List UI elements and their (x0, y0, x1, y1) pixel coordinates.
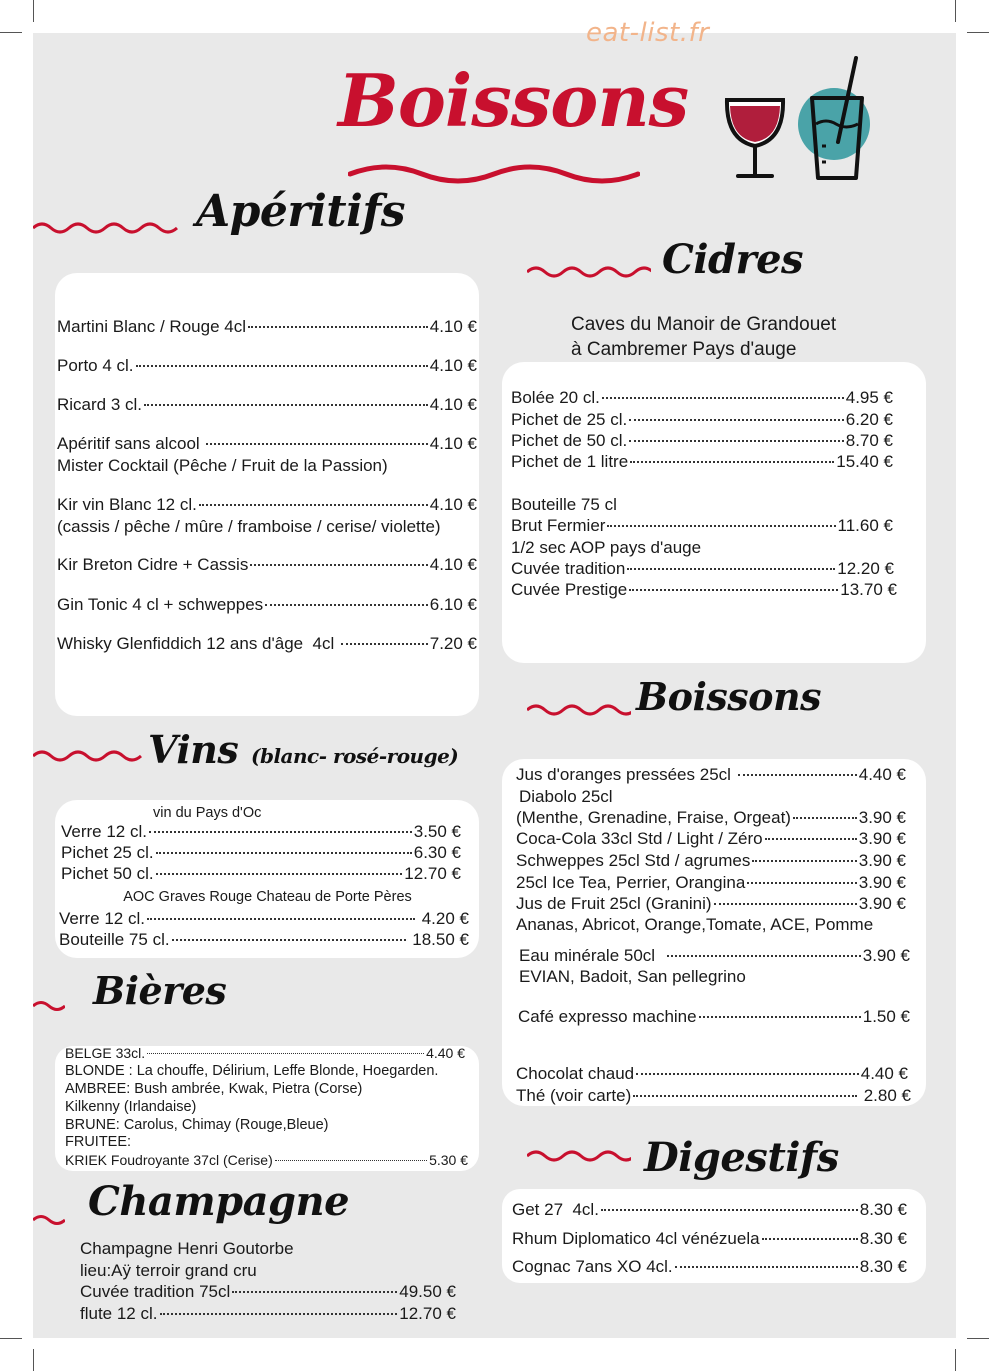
menu-item (61, 864, 461, 884)
biere-line: BLONDE : La chouffe, Délirium, Leffe Blonde, Hoegarden. (65, 1063, 439, 1079)
dot-leader (232, 1290, 397, 1293)
menu-item (57, 634, 477, 654)
dot-leader (699, 1015, 861, 1018)
menu-item (57, 356, 477, 376)
dot-leader (147, 1052, 424, 1054)
biere-line: BRUNE: Carolus, Chimay (Rouge,Bleue) (65, 1117, 329, 1133)
menu-item (61, 822, 461, 842)
item-name: Bolée 20 cl. (511, 388, 600, 407)
item-price: 15.40 € (836, 452, 893, 471)
item-price: 4.40 € (858, 765, 906, 784)
item-price: 4.10 € (429, 317, 477, 336)
crop-mark (33, 0, 34, 22)
menu-item (511, 410, 893, 430)
item-price: 8.30 € (859, 1200, 907, 1219)
item-name: Ricard 3 cl. (57, 395, 143, 414)
watermark: eat-list.fr (586, 18, 710, 48)
item-price: 4.20 € (417, 909, 469, 928)
boisson-jus-fruit (516, 894, 906, 914)
item-name: BELGE 33cl. (65, 1045, 146, 1061)
item-name: Coca-Cola 33cl Std / Light / Zéro (516, 829, 763, 848)
boisson-ice-tea (516, 873, 906, 893)
page-title: Boissons (338, 58, 689, 143)
section-wave (33, 218, 183, 238)
biere-belge (65, 1044, 465, 1062)
boisson-fruit-list: Ananas, Abricot, Orange,Tomate, ACE, Pomme (516, 915, 874, 934)
item-name: Bouteille 75 cl. (59, 930, 170, 949)
cidre-brut (511, 516, 893, 536)
biere-line: FRUITEE: (65, 1134, 132, 1150)
vins-origin-1: vin du Pays d'Oc (153, 805, 262, 821)
item-price: 3.90 € (858, 829, 906, 848)
item-name: Apéritif sans alcool (57, 434, 205, 453)
bieres-title: Bières (93, 968, 227, 1013)
item-name: 25cl Ice Tea, Perrier, Orangina (516, 873, 746, 892)
dot-leader (752, 859, 856, 862)
cidres-bottle-label: Bouteille 75 cl (511, 495, 617, 514)
dot-leader (636, 1072, 859, 1075)
vins-subtitle: (blanc- rosé-rouge) (251, 744, 459, 768)
dot-leader (149, 830, 412, 833)
menu-item (57, 317, 477, 337)
dot-leader (147, 917, 415, 920)
item-price: 6.20 € (845, 410, 893, 429)
item-name: Eau minérale 50cl (519, 946, 665, 965)
boisson-the (516, 1086, 911, 1106)
item-price: 49.50 € (399, 1282, 456, 1301)
item-note: (cassis / pêche / mûre / framboise / cerise/ violette) (57, 517, 441, 536)
item-name: Brut Fermier (511, 516, 606, 535)
dot-leader (793, 816, 857, 819)
champagne-title: Champagne (88, 1178, 350, 1225)
biere-line: AMBREE: Bush ambrée, Kwak, Pietra (Corse) (65, 1081, 363, 1097)
boisson-diabolo-flavors (516, 808, 906, 828)
item-price: 4.40 € (860, 1064, 908, 1083)
item-name: Cuvée tradition (511, 559, 626, 578)
item-price: 12.20 € (837, 559, 894, 578)
cidre-tradition (511, 559, 894, 579)
menu-item (511, 431, 893, 451)
boissons-title: Boissons (636, 674, 822, 719)
crop-mark (955, 1349, 956, 1371)
section-wave (33, 746, 143, 766)
menu-item (61, 843, 461, 863)
crop-mark (0, 32, 22, 33)
item-price: 3.90 € (858, 873, 906, 892)
section-wave (33, 998, 65, 1014)
dot-leader (199, 503, 428, 506)
item-price: 3.50 € (413, 822, 461, 841)
crop-mark (33, 1349, 34, 1371)
biere-kriek (65, 1151, 468, 1169)
item-price: 3.90 € (858, 808, 906, 827)
item-price: 6.30 € (413, 843, 461, 862)
crop-mark (955, 0, 956, 22)
item-price: 7.20 € (429, 634, 477, 653)
dot-leader (627, 567, 835, 570)
wine-glass-icon (722, 92, 788, 182)
dot-leader (629, 588, 838, 591)
dot-leader (156, 851, 412, 854)
item-name: Cuvée Prestige (511, 580, 628, 599)
item-name: Pichet de 25 cl. (511, 410, 628, 429)
crop-mark (967, 32, 989, 33)
crop-mark (0, 1338, 22, 1339)
digestifs-title: Digestifs (644, 1134, 839, 1181)
item-name: Café expresso machine (518, 1007, 697, 1026)
item-name: Pichet de 1 litre (511, 452, 629, 471)
item-name: flute 12 cl. (80, 1304, 158, 1323)
item-price: 4.10 € (429, 495, 477, 514)
champagne-producer: Champagne Henri Goutorbe (80, 1239, 294, 1258)
dot-leader (738, 773, 857, 776)
boisson-jus-oranges (516, 765, 906, 785)
menu-item (80, 1282, 456, 1302)
cidres-producer-2: à Cambremer Pays d'auge (571, 339, 797, 360)
item-price: 13.70 € (840, 580, 897, 599)
item-price: 4.10 € (429, 356, 477, 375)
soda-glass-icon (796, 54, 876, 184)
dot-leader (633, 1094, 857, 1097)
crop-mark (967, 1338, 989, 1339)
menu-item (57, 434, 477, 454)
item-price: 6.10 € (429, 595, 477, 614)
menu-item (512, 1200, 907, 1220)
dot-leader (341, 642, 428, 645)
item-price: 4.10 € (429, 555, 477, 574)
item-name: Porto 4 cl. (57, 356, 134, 375)
vins-title (148, 727, 458, 772)
dot-leader (762, 1237, 858, 1240)
item-price: 12.70 € (404, 864, 461, 883)
item-name: Rhum Diplomatico 4cl vénézuela (512, 1229, 760, 1248)
item-price: 4.95 € (845, 388, 893, 407)
menu-item (57, 495, 477, 515)
item-name: Chocolat chaud (516, 1064, 635, 1083)
item-name: Pichet 25 cl. (61, 843, 154, 862)
item-name: Schweppes 25cl Std / agrumes (516, 851, 751, 870)
menu-item (80, 1304, 456, 1324)
item-price: 3.90 € (862, 946, 910, 965)
dot-leader (607, 524, 835, 527)
item-price: 3.90 € (858, 851, 906, 870)
item-name: (Menthe, Grenadine, Fraise, Orgeat) (516, 808, 791, 827)
menu-item (512, 1257, 907, 1277)
dot-leader (265, 603, 428, 606)
item-price: 2.80 € (859, 1086, 911, 1105)
boisson-diabolo: Diabolo 25cl (519, 787, 613, 806)
cidres-aop-label: 1/2 sec AOP pays d'auge (511, 538, 702, 557)
cidres-title: Cidres (662, 236, 804, 283)
dot-leader (172, 938, 406, 941)
vins-title-text: Vins (148, 727, 239, 772)
item-name: Cuvée tradition 75cl (80, 1282, 231, 1301)
cidres-producer-1: Caves du Manoir de Grandouet (571, 314, 837, 335)
menu-item (512, 1229, 907, 1249)
menu-item (57, 395, 477, 415)
item-name: Jus de Fruit 25cl (Granini) (516, 894, 712, 913)
boisson-chocolat (516, 1064, 908, 1084)
dot-leader (160, 1312, 398, 1315)
dot-leader (747, 881, 856, 884)
item-name: Verre 12 cl. (61, 822, 147, 841)
item-price: 3.90 € (858, 894, 906, 913)
item-price: 1.50 € (862, 1007, 910, 1026)
item-price: 4.40 € (426, 1045, 465, 1061)
item-name: Whisky Glenfiddich 12 ans d'âge 4cl (57, 634, 340, 653)
aperitifs-title: Apéritifs (196, 186, 406, 237)
dot-leader (144, 403, 428, 406)
item-name: Martini Blanc / Rouge 4cl (57, 317, 246, 336)
item-name: Gin Tonic 4 cl + schweppes (57, 595, 264, 614)
item-name: Kir vin Blanc 12 cl. (57, 495, 197, 514)
boisson-eau (519, 946, 910, 966)
dot-leader (765, 837, 857, 840)
cidre-prestige (511, 580, 897, 600)
item-price: 11.60 € (837, 516, 893, 535)
title-wave (348, 160, 640, 188)
boisson-schweppes (516, 851, 906, 871)
item-price: 8.30 € (859, 1229, 907, 1248)
dot-leader (629, 439, 843, 442)
boisson-coca (516, 829, 906, 849)
section-wave (527, 262, 651, 282)
menu-item (59, 930, 469, 950)
item-price: 5.30 € (429, 1152, 468, 1168)
item-name: Thé (voir carte) (516, 1086, 632, 1105)
dot-leader (714, 902, 857, 905)
item-name: Verre 12 cl. (59, 909, 145, 928)
item-price: 4.10 € (429, 395, 477, 414)
dot-leader (602, 396, 844, 399)
item-name: Pichet de 50 cl. (511, 431, 628, 450)
menu-item (511, 452, 893, 472)
boisson-eau-brands: EVIAN, Badoit, San pellegrino (519, 967, 746, 986)
item-name: Kir Breton Cidre + Cassis (57, 555, 249, 574)
item-price: 4.10 € (429, 434, 477, 453)
menu-item (57, 555, 477, 575)
menu-item (59, 909, 469, 929)
champagne-terroir: lieu:Aÿ terroir grand cru (80, 1261, 257, 1280)
item-name: Jus d'oranges pressées 25cl (516, 765, 736, 784)
dot-leader (675, 1265, 858, 1268)
dot-leader (275, 1159, 427, 1161)
dot-leader (248, 325, 428, 328)
item-price: 12.70 € (399, 1304, 456, 1323)
dot-leader (136, 364, 428, 367)
boisson-cafe (518, 1007, 910, 1027)
dot-leader (206, 442, 427, 445)
item-price: 18.50 € (407, 930, 469, 949)
section-wave (527, 1146, 631, 1166)
item-name: Cognac 7ans XO 4cl. (512, 1257, 673, 1276)
dot-leader (601, 1208, 858, 1211)
menu-item (511, 388, 893, 408)
item-price: 8.70 € (845, 431, 893, 450)
item-note: Mister Cocktail (Pêche / Fruit de la Passion) (57, 456, 388, 475)
menu-item (57, 595, 477, 615)
dot-leader (629, 418, 843, 421)
section-wave (33, 1212, 65, 1228)
item-price: 8.30 € (859, 1257, 907, 1276)
biere-line: Kilkenny (Irlandaise) (65, 1099, 197, 1115)
dot-leader (250, 563, 427, 566)
section-wave (527, 700, 631, 720)
dot-leader (156, 872, 403, 875)
dot-leader (667, 954, 861, 957)
item-name: Get 27 4cl. (512, 1200, 599, 1219)
item-name: Pichet 50 cl. (61, 864, 154, 883)
item-name: KRIEK Foudroyante 37cl (Cerise) (65, 1152, 273, 1168)
dot-leader (630, 460, 834, 463)
vins-origin-2: AOC Graves Rouge Chateau de Porte Pères (123, 889, 412, 905)
